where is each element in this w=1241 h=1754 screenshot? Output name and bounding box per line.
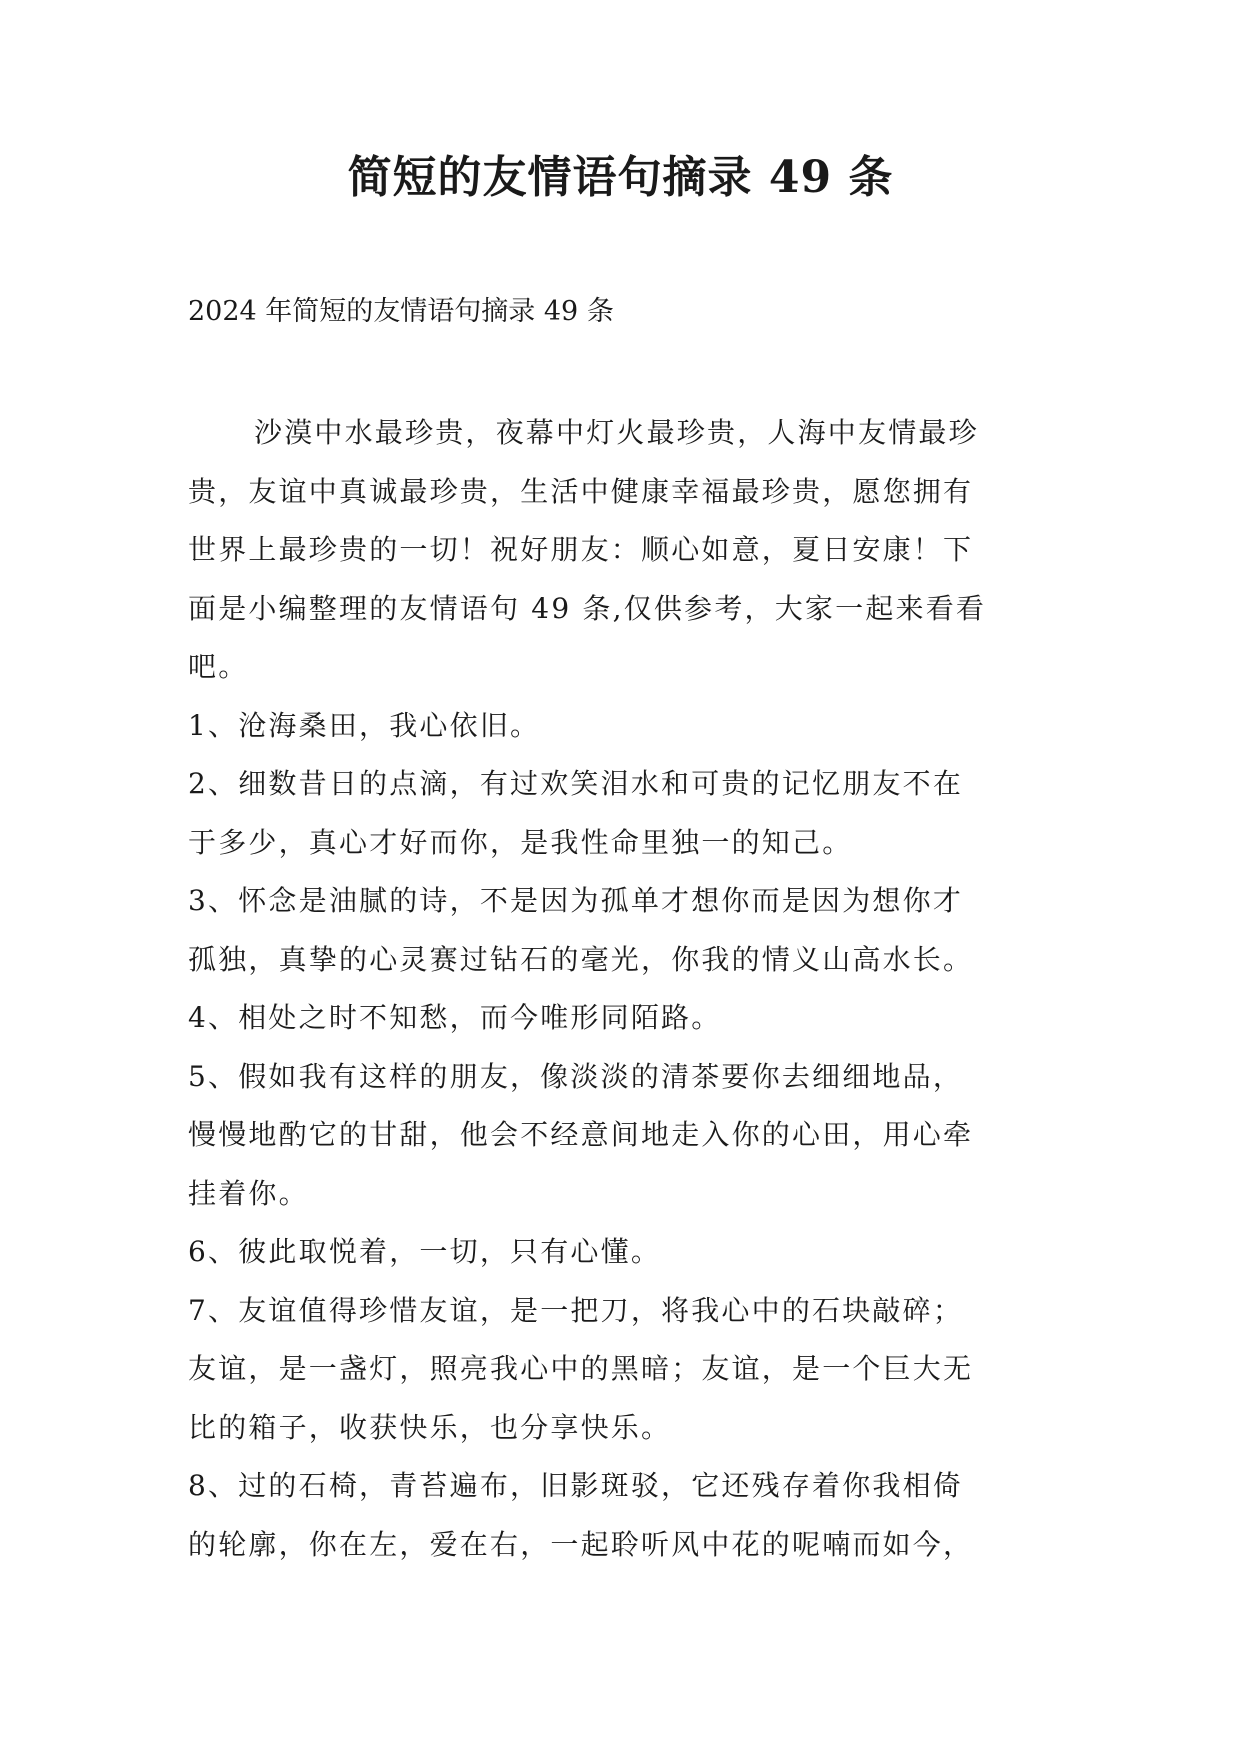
list-item-4: 4、相处之时不知愁，而今唯形同陌路。: [188, 1001, 722, 1034]
text-line: 慢慢地酌它的甘甜，他会不经意间地走入你的心田，用心牵: [188, 1118, 974, 1151]
text-line: 吧。: [188, 650, 249, 683]
text-line: 面是小编整理的友情语句 49 条,仅供参考，大家一起来看看: [188, 591, 987, 625]
text-line: 的轮廓，你在左，爱在右，一起聆听风中花的呢喃而如今，: [188, 1527, 974, 1561]
text-line: 孤独，真挚的心灵赛过钻石的毫光，你我的情义山高水长。: [188, 942, 974, 976]
list-item-7: 7、友谊值得珍惜友谊，是一把刀，将我心中的石块敲碎；: [188, 1293, 964, 1327]
text-line: 沙漠中水最珍贵，夜幕中灯火最珍贵，人海中友情最珍: [254, 416, 979, 449]
document-title: 简短的友情语句摘录 49 条: [347, 152, 894, 203]
list-item-6: 6、彼此取悦着，一切，只有心懂。: [188, 1235, 662, 1268]
text-line: 友谊，是一盏灯，照亮我心中的黑暗；友谊，是一个巨大无: [188, 1352, 974, 1385]
list-item-1: 1、沧海桑田，我心依旧。: [188, 708, 541, 742]
document-subtitle: 2024 年简短的友情语句摘录 49 条: [188, 296, 614, 327]
text-line: 贵，友谊中真诚最珍贵，生活中健康幸福最珍贵，愿您拥有: [188, 474, 974, 508]
document-body: [188, 404, 1068, 1574]
text-line: 世界上最珍贵的一切！祝好朋友：顺心如意，夏日安康！下: [188, 533, 974, 566]
list-item-3: 3、怀念是油腻的诗，不是因为孤单才想你而是因为想你才: [188, 884, 964, 917]
text-line: 于多少，真心才好而你，是我性命里独一的知己。: [188, 825, 853, 859]
text-line: 挂着你。: [188, 1176, 309, 1210]
list-item-8: 8、过的石椅，青苔遍布，旧影斑驳，它还残存着你我相倚: [188, 1469, 964, 1502]
list-item-2: 2、细数昔日的点滴，有过欢笑泪水和可贵的记忆朋友不在: [188, 767, 964, 800]
list-item-5: 5、假如我有这样的朋友，像淡淡的清茶要你去细细地品，: [188, 1059, 964, 1093]
text-line: 比的箱子，收获快乐，也分享快乐。: [188, 1410, 672, 1444]
